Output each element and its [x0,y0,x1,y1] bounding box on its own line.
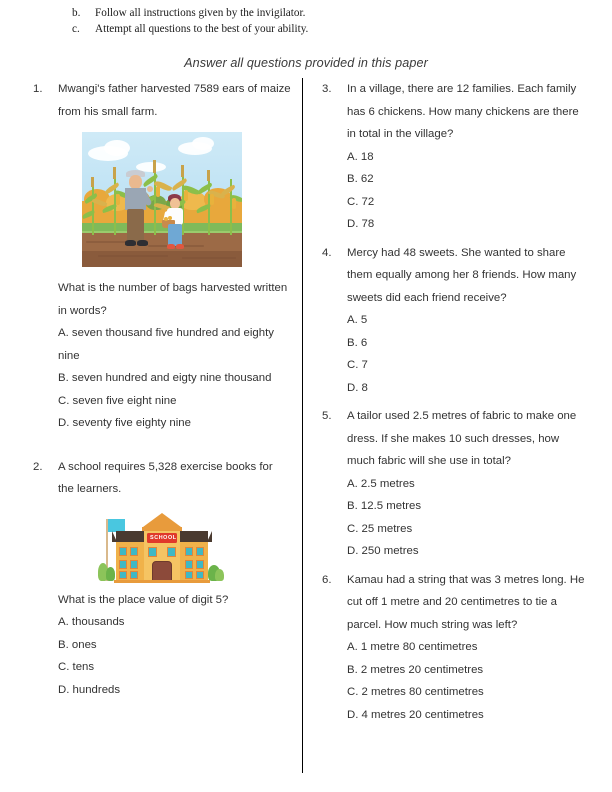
child-trousers [168,224,182,246]
roof-edge [207,531,212,542]
question-body [347,242,590,400]
question-2 [33,456,291,702]
window [130,571,138,579]
pediment [143,513,181,527]
window [130,560,138,569]
question-stem: A school requires 5,328 exercise books for the learners. [58,460,273,495]
bush [106,567,115,581]
question-stem: Mwangi's father harvested 7589 ears of maize from his small farm. [58,83,291,118]
question-5 [322,405,590,563]
option-b[interactable]: B. 6 [347,336,368,349]
window [119,547,127,556]
option-c[interactable]: C. seven five eight nine [58,394,177,407]
question-prompt: What is the number of bags harvested written in words? [58,282,288,317]
option-d[interactable]: D. 78 [347,218,375,230]
question-6 [322,569,590,727]
option-b[interactable]: B. 2 metres 20 centimetres [347,663,484,676]
option-d[interactable]: D. hundreds [58,683,121,696]
entrance-door [152,561,172,581]
option-a[interactable]: A. 1 metre 80 centimetres [347,641,478,653]
cloud-icon [104,140,130,156]
left-question-column [33,78,291,707]
instruction-letter: c. [72,23,80,35]
question-prompt: What is the place value of digit 5? [58,593,229,606]
instruction-item-b [72,5,612,21]
bush [215,569,224,581]
question-number: 2. [33,460,43,473]
question-body [58,456,291,702]
maize-cob [184,190,188,201]
window [185,547,193,556]
farmer-shoe [137,240,148,246]
window [185,571,193,579]
window [196,571,204,579]
roof-edge [112,531,117,542]
question-4 [322,242,590,400]
option-c[interactable]: C. 7 [347,359,368,371]
option-b[interactable]: B. seven hundred and eigty nine thousand [58,372,272,384]
question-3 [322,78,590,236]
question-stem: In a village, there are 12 families. Each family has 6 chickens. How many chickens are there in total in the village? [347,83,579,140]
child-shoe [167,244,175,249]
option-d[interactable]: D. seventy five eighty nine [58,417,191,429]
farmer-shoe [125,240,136,246]
column-divider [302,78,303,773]
furrow [182,257,236,259]
window [130,547,138,556]
question-number: 1. [33,83,43,95]
instructions-header [0,0,612,70]
question-body [347,78,590,236]
instruction-text: Follow all instructions given by the invigilator. [95,7,306,19]
question-stem: A tailor used 2.5 metres of fabric to make one dress. If she makes 10 such dresses, how much fabric will she use in total? [347,410,577,467]
window [119,571,127,579]
option-b[interactable]: B. 62 [347,173,374,185]
cloud-icon [192,137,214,150]
cornice [142,527,182,531]
option-a[interactable]: A. 2.5 metres [347,477,415,490]
instruction-item-c [72,21,612,37]
maize-cob [156,186,160,197]
option-c[interactable]: C. tens [58,661,95,673]
question-body [347,569,590,727]
furrow [98,255,168,257]
maize-tassel [181,165,184,177]
maize-cob [232,198,236,209]
option-c[interactable]: C. 2 metres 80 centimetres [347,686,484,698]
option-c[interactable]: C. 72 [347,195,375,208]
question-stem: Kamau had a string that was 3 metres long. He cut off 1 metre and 20 centimetres to tie a parcel. How much string was left? [347,573,585,631]
question-body [347,405,590,563]
window [167,547,176,557]
window [119,560,127,569]
window [185,560,193,569]
soil-band [82,251,242,267]
maize-farm-illustration [82,132,242,267]
maize-cob [210,194,214,205]
question-number: 6. [322,573,332,586]
right-question-column [322,78,590,732]
option-a[interactable]: A. 18 [347,150,374,163]
option-b[interactable]: B. 12.5 metres [347,500,422,512]
window [196,547,204,556]
question-columns [0,78,612,792]
basket-maize [168,216,172,220]
instruction-letter: b. [72,7,81,19]
answer-all-questions-note: Answer all questions provided in this paper [184,56,428,70]
instruction-text: Attempt all questions to the best of your ability. [95,23,309,35]
maize-tassel [153,160,156,173]
maize-tassel [113,167,116,179]
school-building-illustration [82,501,225,589]
farmer-head [129,175,142,189]
question-body [58,78,291,435]
instruction-list [0,0,612,37]
option-d[interactable]: D. 250 metres [347,545,419,557]
question-number: 3. [322,83,332,95]
farmer-hand [147,186,153,192]
question-spacer [33,441,291,456]
option-a[interactable]: A. 5 [347,314,368,326]
farmer-trousers [127,209,144,242]
question-number: 5. [322,410,332,422]
question-stem: Mercy had 48 sweets. She wanted to share them equally among her 8 friends. How many sweets did each friend receive? [347,246,577,304]
option-b[interactable]: B. ones [58,638,97,651]
option-d[interactable]: D. 8 [347,381,368,394]
maize-farm-figure [82,132,291,267]
maize-cob [116,194,120,205]
maize-tassel [91,177,94,187]
option-a[interactable]: A. seven thousand five hundred and eighty nine [58,327,274,362]
maize-tassel [207,170,210,181]
building-base [114,580,210,583]
question-1 [33,78,291,435]
child-shoe [176,244,184,249]
question-number: 4. [322,246,332,259]
option-c[interactable]: C. 25 metres [347,522,413,535]
window [148,547,157,557]
window [196,560,204,569]
school-sign-label: SCHOOL [150,534,177,541]
option-d[interactable]: D. 4 metres 20 centimetres [347,708,484,721]
option-a[interactable]: A. thousands [58,616,125,628]
